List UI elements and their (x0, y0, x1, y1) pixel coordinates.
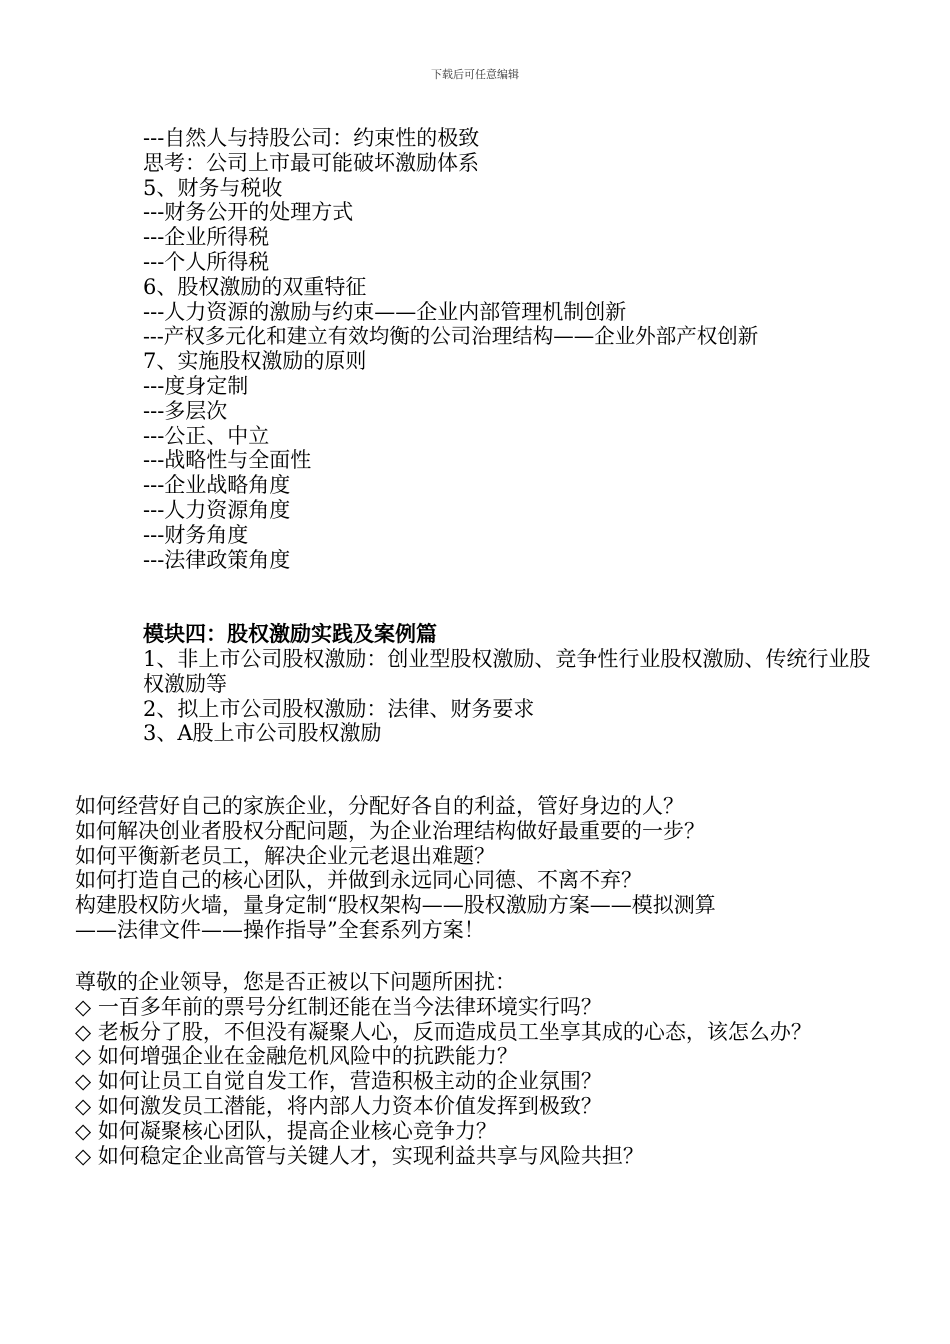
text-line: ---个人所得税 (143, 249, 270, 274)
text-line: ---财务公开的处理方式 (143, 200, 354, 225)
list-item: 1、非上市公司股权激励：创业型股权激励、竞争性行业股权激励、传统行业股权激励等 (143, 647, 871, 696)
trouble-item: ◇ 一百多年前的票号分红制还能在当今法律环境实行吗？ (75, 994, 602, 1019)
text-line: ---度身定制 (143, 373, 249, 398)
module-four-items (143, 647, 878, 746)
list-item: 3、A股上市公司股权激励 (143, 721, 382, 746)
trouble-item: ◇ 如何增强企业在金融危机风险中的抗跌能力？ (75, 1044, 518, 1069)
troubles-intro: 尊敬的企业领导，您是否正被以下问题所困扰： (75, 970, 516, 994)
text-line: ---人力资源角度 (143, 497, 291, 522)
troubles-section (75, 970, 880, 1168)
text-line: ---产权多元化和建立有效均衡的公司治理结构——企业外部产权创新 (143, 324, 759, 349)
text-line: ---财务角度 (143, 522, 249, 547)
text-line: ---多层次 (143, 398, 228, 423)
question-line: ——法律文件——操作指导”全套系列方案！ (75, 917, 485, 942)
question-line: 如何打造自己的核心团队，并做到永远同心同德、不离不弃？ (75, 868, 642, 893)
text-line: ---企业战略角度 (143, 473, 291, 498)
text-line: 6、股权激励的双重特征 (143, 274, 367, 299)
trouble-item: ◇ 如何凝聚核心团队，提高企业核心竞争力？ (75, 1118, 497, 1143)
trouble-item: ◇ 如何稳定企业高管与关键人才，实现利益共享与风险共担？ (75, 1143, 644, 1168)
text-line: 思考：公司上市最可能破坏激励体系 (143, 150, 479, 175)
section-principles (143, 126, 883, 572)
question-line: 如何解决创业者股权分配问题，为企业治理结构做好最重要的一步？ (75, 818, 705, 843)
page-header: 下载后可任意编辑 (431, 68, 519, 81)
question-line: 构建股权防火墙，量身定制“股权架构——股权激励方案——模拟测算 (75, 893, 716, 918)
module-four-title: 模块四：股权激励实践及案例篇 (143, 622, 437, 646)
list-item: 2、拟上市公司股权激励：法律、财务要求 (143, 696, 535, 721)
text-line: ---人力资源的激励与约束——企业内部管理机制创新 (143, 299, 627, 324)
trouble-item: ◇ 如何激发员工潜能，将内部人力资本价值发挥到极致？ (75, 1093, 602, 1118)
text-line: 7、实施股权激励的原则 (143, 349, 367, 374)
trouble-item: ◇ 如何让员工自觉自发工作，营造积极主动的企业氛围？ (75, 1069, 602, 1094)
text-line: ---企业所得税 (143, 225, 270, 250)
text-line: ---战略性与全面性 (143, 448, 312, 473)
trouble-item: ◇ 老板分了股，不但没有凝聚人心，反而造成员工坐享其成的心态，该怎么办？ (75, 1019, 812, 1044)
text-line: 5、财务与税收 (143, 175, 283, 200)
questions-section (75, 794, 875, 943)
text-line: ---自然人与持股公司：约束性的极致 (143, 126, 480, 150)
question-line: 如何经营好自己的家族企业，分配好各自的利益，管好身边的人？ (75, 794, 684, 818)
question-line: 如何平衡新老员工，解决企业元老退出难题？ (75, 843, 495, 868)
text-line: ---法律政策角度 (143, 547, 291, 572)
text-line: ---公正、中立 (143, 423, 270, 448)
